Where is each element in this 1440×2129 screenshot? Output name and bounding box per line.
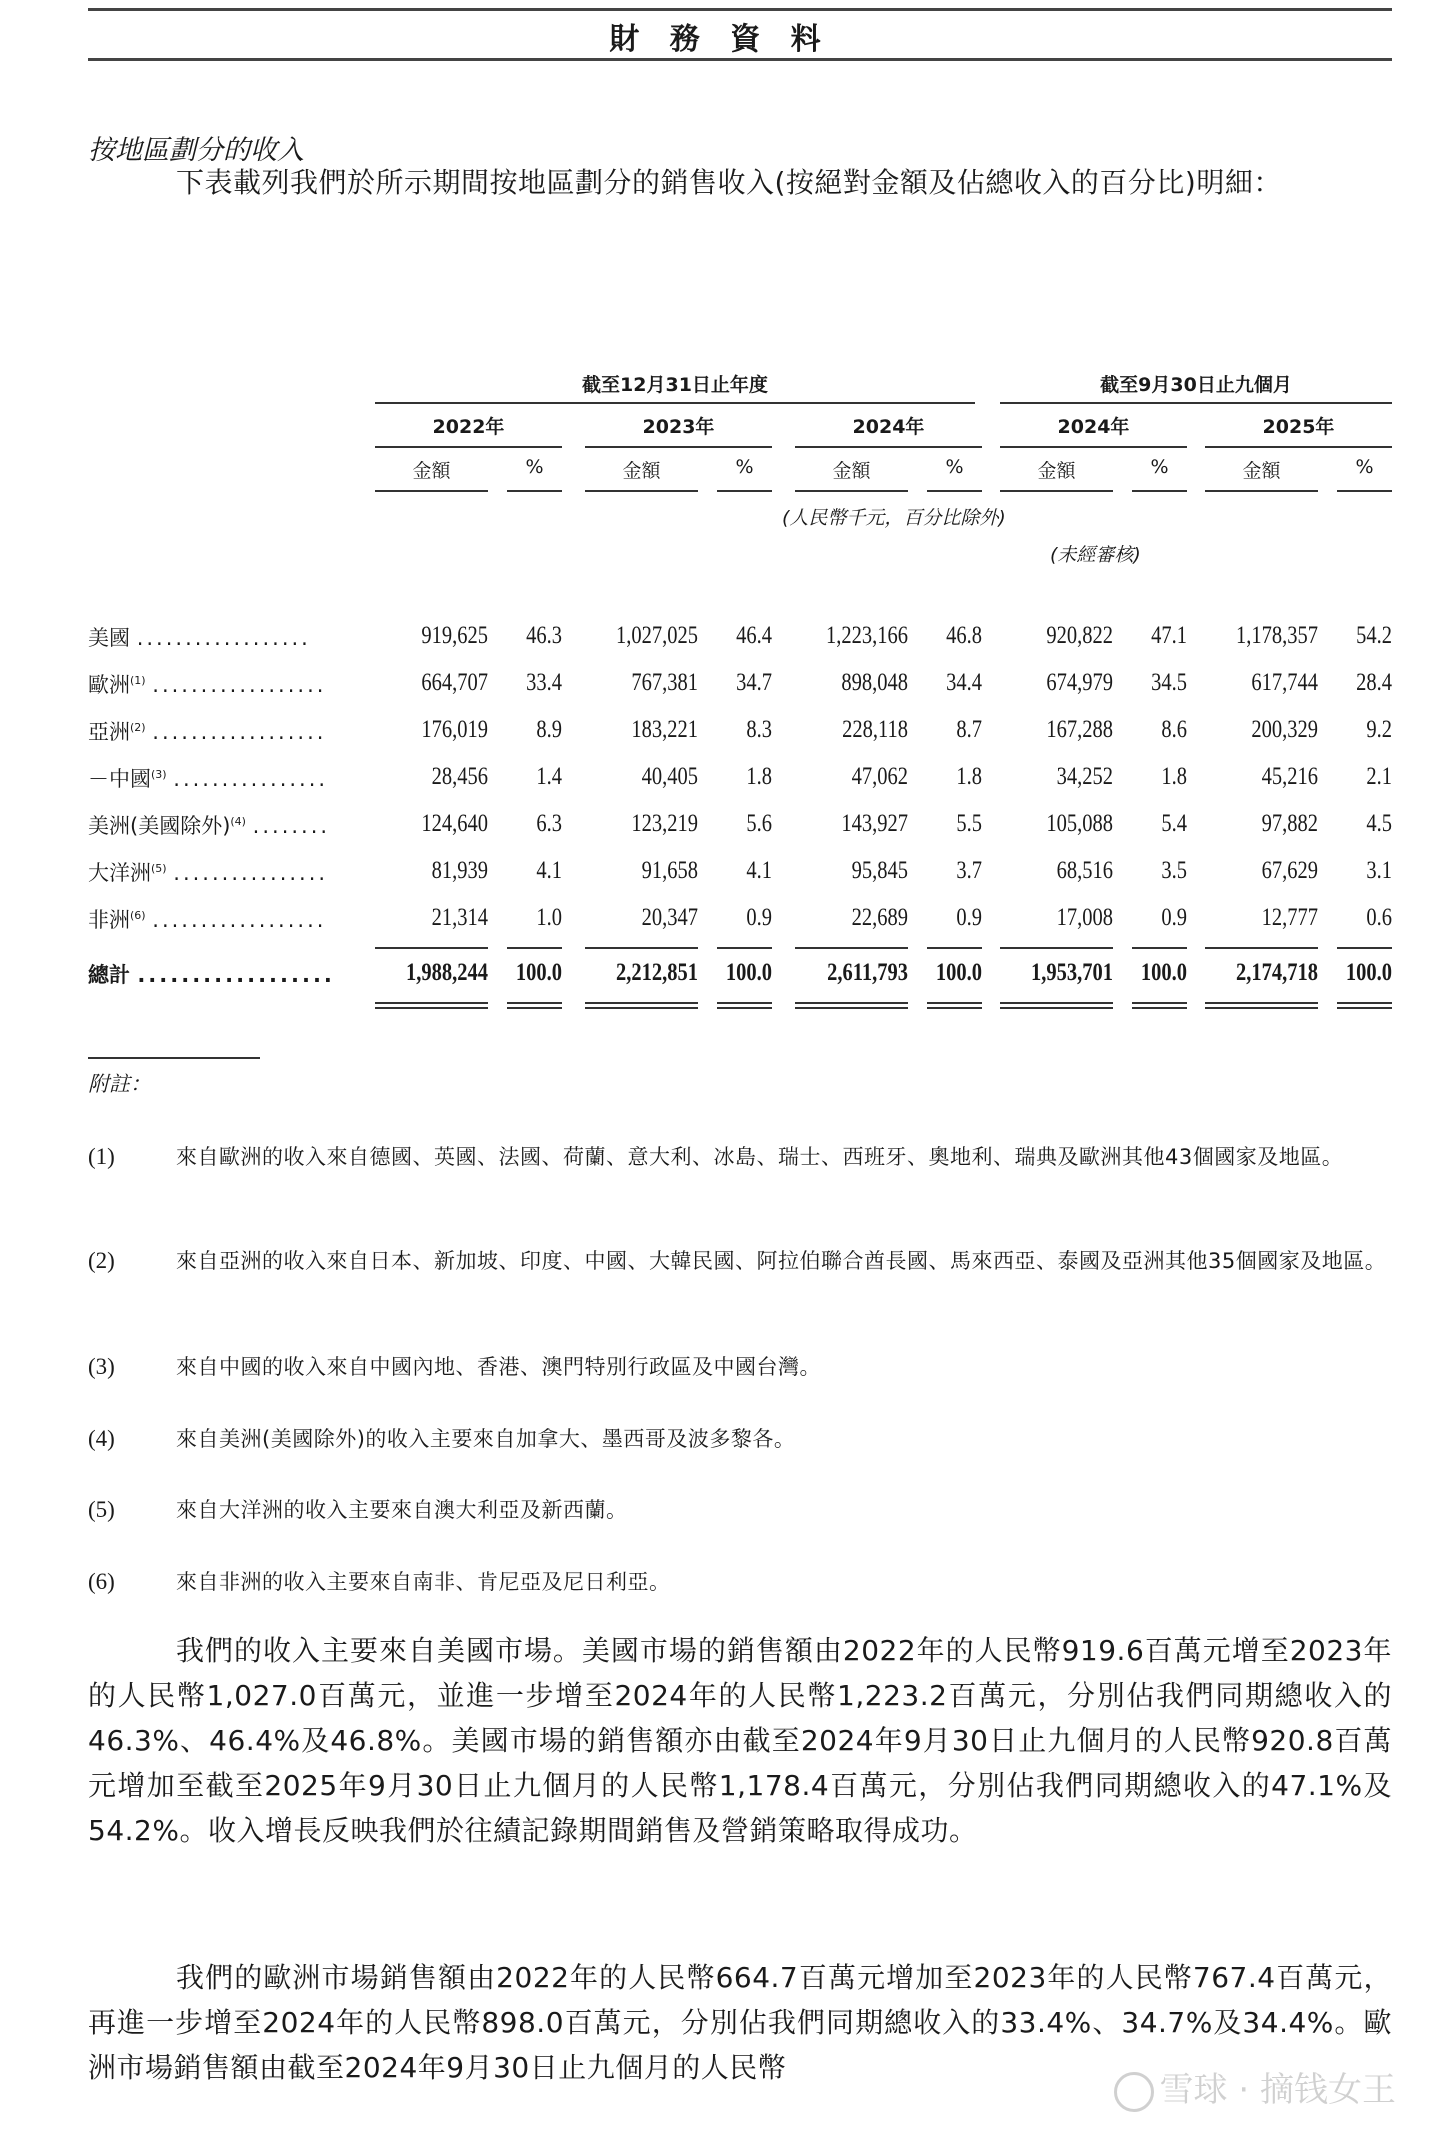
pct-header: % xyxy=(525,456,544,478)
leader-dots: .................. xyxy=(152,908,327,932)
footnote-item xyxy=(88,1565,1392,1599)
amount-cell: 81,939 xyxy=(431,857,488,884)
pct-header: % xyxy=(1150,456,1169,478)
amount-cell: 898,048 xyxy=(841,669,908,696)
amount-cell: 1,223,166 xyxy=(826,622,908,649)
pct-cell: 54.2 xyxy=(1356,622,1392,649)
year-header: 2024年 xyxy=(852,416,925,438)
pct-cell: 46.3 xyxy=(526,622,562,649)
pct-cell: 1.8 xyxy=(1161,763,1187,790)
row-label xyxy=(88,810,346,840)
total-double-rule xyxy=(1000,1002,1113,1009)
amount-cell: 2,174,718 xyxy=(1236,959,1318,986)
amount-cell: 664,707 xyxy=(421,669,488,696)
amount-header: 金額 xyxy=(1242,460,1281,482)
subtotal-rule xyxy=(1337,947,1392,949)
footnote-number: (1) xyxy=(88,1144,115,1169)
year-rule xyxy=(585,446,772,448)
row-label xyxy=(88,669,346,699)
table-row xyxy=(0,763,1440,803)
region-name: 亞洲 xyxy=(88,720,130,744)
total-double-rule xyxy=(1205,1002,1318,1009)
footnote-text: 來自美洲(美國除外)的收入主要來自加拿大、墨西哥及波多黎各。 xyxy=(176,1427,796,1451)
footnote-ref: (4) xyxy=(230,815,246,828)
total-double-rule xyxy=(1132,1002,1187,1009)
region-name: 總計 xyxy=(88,963,130,987)
amount-cell: 2,611,793 xyxy=(827,959,908,986)
pct-cell: 0.9 xyxy=(746,904,772,931)
pct-header-rule xyxy=(1337,490,1392,492)
footnote-item xyxy=(88,1140,1392,1174)
pct-cell: 46.8 xyxy=(946,622,982,649)
footnote-text: 來自歐洲的收入來自德國、英國、法國、荷蘭、意大利、冰島、瑞士、西班牙、奧地利、瑞典及歐洲其他43個國家及地區。 xyxy=(176,1145,1344,1169)
total-double-rule xyxy=(507,1002,562,1009)
amount-header-rule xyxy=(795,490,908,492)
leader-dots: .................. xyxy=(137,963,335,987)
amount-cell: 34,252 xyxy=(1056,763,1113,790)
year-header: 2024年 xyxy=(1057,416,1130,438)
footnote-ref: (5) xyxy=(151,862,167,875)
amount-cell: 47,062 xyxy=(851,763,908,790)
amount-header: 金額 xyxy=(622,460,661,482)
footnote-number: (5) xyxy=(88,1497,115,1522)
table-row xyxy=(0,904,1440,944)
amount-header: 金額 xyxy=(1037,460,1076,482)
amount-header-rule xyxy=(585,490,698,492)
notes-label: 附註： xyxy=(88,1072,151,1096)
snowball-logo-icon xyxy=(1114,2072,1154,2112)
amount-cell: 920,822 xyxy=(1046,622,1113,649)
pct-header: % xyxy=(945,456,964,478)
footnote-item xyxy=(88,1493,1392,1527)
footnote-text: 來自大洋洲的收入主要來自澳大利亞及新西蘭。 xyxy=(176,1498,628,1522)
row-label xyxy=(88,857,346,887)
subtotal-rule xyxy=(1132,947,1187,949)
pct-cell: 100.0 xyxy=(515,959,562,986)
pct-cell: 28.4 xyxy=(1356,669,1392,696)
region-name: 非洲 xyxy=(88,908,130,932)
subtotal-rule xyxy=(795,947,908,949)
section-heading: 按地區劃分的收入 xyxy=(88,135,304,166)
paragraph-us-market: 我們的收入主要來自美國市場。美國市場的銷售額由2022年的人民幣919.6百萬元增至2023年的人民幣1,027.0百萬元，並進一步增至2024年的人民幣1,223.2百萬元，分別佔我們同期總收入的46.3%、46.4%及46.8%。美國市場的銷售額亦由截至2024年9月30日止九個月的人民幣920.8百萬元增加至截至2025年9月30日止九個月的人民幣1,178.4百萬元，分別佔我們同期總收入的47.1%及54.2%。收入增長反映我們於往績記錄期間銷售及營銷策略取得成功。 xyxy=(88,1634,1392,1847)
amount-cell: 919,625 xyxy=(421,622,488,649)
amount-cell: 20,347 xyxy=(641,904,698,931)
row-label xyxy=(88,716,346,746)
pct-cell: 1.4 xyxy=(536,763,562,790)
amount-cell: 45,216 xyxy=(1261,763,1318,790)
total-double-rule xyxy=(375,1002,488,1009)
amount-cell: 124,640 xyxy=(421,810,488,837)
amount-header: 金額 xyxy=(412,460,451,482)
pct-cell: 4.1 xyxy=(536,857,562,884)
watermark-text: 雪球 · 摘钱女王 xyxy=(1159,2070,1396,2110)
amount-cell: 40,405 xyxy=(641,763,698,790)
year-header: 2022年 xyxy=(432,416,505,438)
amount-cell: 1,178,357 xyxy=(1236,622,1318,649)
total-double-rule xyxy=(717,1002,772,1009)
total-double-rule xyxy=(1337,1002,1392,1009)
footnote-number: (4) xyxy=(88,1426,115,1451)
year-rule xyxy=(1000,446,1187,448)
pct-cell: 5.4 xyxy=(1161,810,1187,837)
amount-cell: 105,088 xyxy=(1046,810,1113,837)
amount-cell: 123,219 xyxy=(631,810,698,837)
period-rule-nine-months xyxy=(1000,402,1392,404)
pct-cell: 6.3 xyxy=(536,810,562,837)
unit-note: (人民幣千元，百分比除外) xyxy=(782,507,1006,529)
title-rule xyxy=(88,58,1392,61)
notes-rule xyxy=(88,1057,260,1059)
subtotal-rule xyxy=(375,947,488,949)
pct-header: % xyxy=(735,456,754,478)
pct-cell: 3.7 xyxy=(956,857,982,884)
table-row xyxy=(0,810,1440,850)
pct-cell: 8.6 xyxy=(1161,716,1187,743)
amount-cell: 95,845 xyxy=(851,857,908,884)
table-row xyxy=(0,857,1440,897)
region-name: 美洲(美國除外) xyxy=(88,814,231,838)
amount-cell: 12,777 xyxy=(1261,904,1318,931)
pct-cell: 1.8 xyxy=(956,763,982,790)
pct-header-rule xyxy=(717,490,772,492)
pct-cell: 8.9 xyxy=(536,716,562,743)
pct-cell: 0.9 xyxy=(1161,904,1187,931)
amount-cell: 1,027,025 xyxy=(616,622,698,649)
period-header-annual: 截至12月31日止年度 xyxy=(582,374,768,396)
pct-cell: 5.5 xyxy=(956,810,982,837)
leader-dots: .................. xyxy=(152,673,327,697)
intro-paragraph: 下表載列我們於所示期間按地區劃分的銷售收入(按絕對金額及佔總收入的百分比)明細： xyxy=(176,166,1282,199)
footnote-text: 來自亞洲的收入來自日本、新加坡、印度、中國、大韓民國、阿拉伯聯合酋長國、馬來西亞、泰國及亞洲其他35個國家及地區。 xyxy=(176,1249,1387,1273)
amount-cell: 28,456 xyxy=(431,763,488,790)
pct-cell: 2.1 xyxy=(1366,763,1392,790)
watermark xyxy=(1114,2062,1396,2112)
pct-cell: 100.0 xyxy=(725,959,772,986)
table-total-row xyxy=(0,959,1440,999)
pct-cell: 9.2 xyxy=(1366,716,1392,743)
amount-header: 金額 xyxy=(832,460,871,482)
leader-dots: ................ xyxy=(173,767,329,791)
footnote-item xyxy=(88,1422,1392,1456)
total-double-rule xyxy=(927,1002,982,1009)
table-row xyxy=(0,669,1440,709)
subtotal-rule xyxy=(927,947,982,949)
subtotal-rule xyxy=(1205,947,1318,949)
pct-cell: 46.4 xyxy=(736,622,772,649)
pct-cell: 4.5 xyxy=(1366,810,1392,837)
amount-cell: 1,953,701 xyxy=(1031,959,1113,986)
pct-header: % xyxy=(1355,456,1374,478)
footnote-item xyxy=(88,1244,1392,1278)
subtotal-rule xyxy=(1000,947,1113,949)
footnote-text: 來自非洲的收入主要來自南非、肯尼亞及尼日利亞。 xyxy=(176,1570,671,1594)
paragraph-europe-market: 我們的歐洲市場銷售額由2022年的人民幣664.7百萬元增加至2023年的人民幣767.4百萬元，再進一步增至2024年的人民幣898.0百萬元，分別佔我們同期總收入的33.4%、34.7%及34.4%。歐洲市場銷售額由截至2024年9月30日止九個月的人民幣 xyxy=(88,1961,1392,2084)
pct-cell: 0.6 xyxy=(1366,904,1392,931)
unaudited-note: (未經審核) xyxy=(1050,544,1141,566)
amount-cell: 22,689 xyxy=(851,904,908,931)
region-name: 美國 xyxy=(88,626,130,650)
subtotal-rule xyxy=(717,947,772,949)
pct-cell: 4.1 xyxy=(746,857,772,884)
row-label xyxy=(88,763,346,793)
pct-cell: 8.7 xyxy=(956,716,982,743)
pct-cell: 3.5 xyxy=(1161,857,1187,884)
amount-header-rule xyxy=(1205,490,1318,492)
subtotal-rule xyxy=(585,947,698,949)
region-name: －中國 xyxy=(88,767,151,791)
amount-cell: 67,629 xyxy=(1261,857,1318,884)
page-title: 財 務 資 料 xyxy=(609,22,831,57)
year-header: 2023年 xyxy=(642,416,715,438)
subtotal-rule xyxy=(507,947,562,949)
amount-cell: 167,288 xyxy=(1046,716,1113,743)
amount-cell: 17,008 xyxy=(1056,904,1113,931)
pct-header-rule xyxy=(1132,490,1187,492)
amount-cell: 176,019 xyxy=(421,716,488,743)
leader-dots: ................ xyxy=(173,861,329,885)
pct-cell: 100.0 xyxy=(1345,959,1392,986)
footnote-ref: (1) xyxy=(130,674,146,687)
pct-cell: 47.1 xyxy=(1151,622,1187,649)
footnote-ref: (2) xyxy=(130,721,146,734)
pct-cell: 100.0 xyxy=(1140,959,1187,986)
pct-cell: 100.0 xyxy=(935,959,982,986)
table-row xyxy=(0,716,1440,756)
pct-cell: 0.9 xyxy=(956,904,982,931)
row-label xyxy=(88,622,346,652)
year-rule xyxy=(795,446,982,448)
footnote-number: (6) xyxy=(88,1569,115,1594)
amount-cell: 228,118 xyxy=(842,716,908,743)
amount-header-rule xyxy=(1000,490,1113,492)
footnote-text: 來自中國的收入來自中國內地、香港、澳門特別行政區及中國台灣。 xyxy=(176,1355,821,1379)
amount-cell: 91,658 xyxy=(641,857,698,884)
amount-cell: 97,882 xyxy=(1261,810,1318,837)
region-name: 歐洲 xyxy=(88,673,130,697)
period-rule-annual xyxy=(375,402,975,404)
period-header-nine-months: 截至9月30日止九個月 xyxy=(1100,374,1292,396)
pct-cell: 3.1 xyxy=(1366,857,1392,884)
amount-cell: 143,927 xyxy=(841,810,908,837)
region-name: 大洋洲 xyxy=(88,861,151,885)
leader-dots: .................. xyxy=(152,720,327,744)
pct-cell: 34.5 xyxy=(1151,669,1187,696)
amount-cell: 21,314 xyxy=(431,904,488,931)
amount-cell: 200,329 xyxy=(1251,716,1318,743)
footnote-ref: (3) xyxy=(151,768,167,781)
pct-cell: 33.4 xyxy=(526,669,562,696)
top-rule xyxy=(88,8,1392,11)
year-header: 2025年 xyxy=(1262,416,1335,438)
year-rule xyxy=(375,446,562,448)
amount-cell: 68,516 xyxy=(1056,857,1113,884)
table-row xyxy=(0,622,1440,662)
amount-cell: 2,212,851 xyxy=(616,959,698,986)
pct-cell: 34.7 xyxy=(736,669,772,696)
pct-header-rule xyxy=(927,490,982,492)
pct-cell: 5.6 xyxy=(746,810,772,837)
total-double-rule xyxy=(585,1002,698,1009)
amount-cell: 183,221 xyxy=(631,716,698,743)
footnote-ref: (6) xyxy=(130,909,146,922)
row-label xyxy=(88,904,346,934)
leader-dots: .................. xyxy=(136,626,311,650)
pct-cell: 1.8 xyxy=(746,763,772,790)
pct-cell: 1.0 xyxy=(536,904,562,931)
amount-cell: 1,988,244 xyxy=(406,959,488,986)
pct-cell: 34.4 xyxy=(946,669,982,696)
amount-cell: 674,979 xyxy=(1046,669,1113,696)
total-double-rule xyxy=(795,1002,908,1009)
footnote-number: (2) xyxy=(88,1248,115,1273)
year-rule xyxy=(1205,446,1392,448)
amount-cell: 617,744 xyxy=(1251,669,1318,696)
pct-header-rule xyxy=(507,490,562,492)
row-label xyxy=(88,959,346,989)
pct-cell: 8.3 xyxy=(746,716,772,743)
amount-cell: 767,381 xyxy=(631,669,698,696)
footnote-number: (3) xyxy=(88,1354,115,1379)
leader-dots: ........ xyxy=(252,814,331,838)
footnote-item xyxy=(88,1350,1392,1384)
amount-header-rule xyxy=(375,490,488,492)
